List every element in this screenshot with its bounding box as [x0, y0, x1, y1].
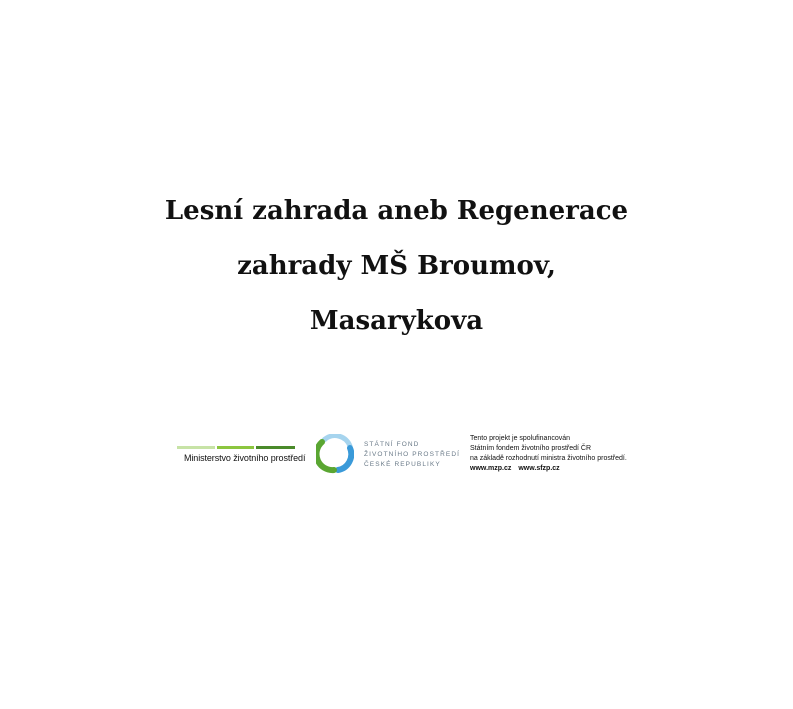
- cofinancing-note: [470, 434, 627, 474]
- note-links: [470, 464, 627, 474]
- link-sfzp[interactable]: www.sfzp.cz: [518, 465, 560, 472]
- ministry-bar-dark: [256, 446, 295, 449]
- title-line-2: zahrady MŠ Broumov,: [237, 251, 556, 281]
- ministry-bar-medium: [217, 446, 254, 449]
- page-title: [0, 190, 793, 355]
- sfzp-name: [364, 440, 460, 470]
- link-mzp[interactable]: www.mzp.cz: [470, 465, 512, 472]
- sfzp-name-line-1: STÁTNÍ FOND: [364, 441, 420, 448]
- sfzp-name-line-2: ŽIVOTNÍHO PROSTŘEDÍ: [364, 451, 461, 458]
- ministry-name: Ministerstvo životního prostředí: [184, 453, 306, 463]
- title-line-3: Masarykova: [309, 306, 484, 336]
- sfzp-logo: [316, 434, 461, 474]
- title-line-1: Lesní zahrada aneb Regenerace: [164, 196, 629, 226]
- ministry-bar-light: [177, 446, 215, 449]
- note-line-2: Státním fondem životního prostředí ČR: [470, 445, 591, 452]
- ministry-logo: [177, 446, 306, 468]
- ministry-logo-bars: [177, 446, 295, 449]
- note-line-3: na základě rozhodnutí ministra životního prostředí.: [470, 455, 627, 462]
- sfzp-name-line-3: ČESKÉ REPUBLIKY: [364, 461, 441, 468]
- sfzp-emblem-icon: [316, 434, 354, 474]
- note-line-1: Tento projekt je spolufinancován: [470, 435, 571, 442]
